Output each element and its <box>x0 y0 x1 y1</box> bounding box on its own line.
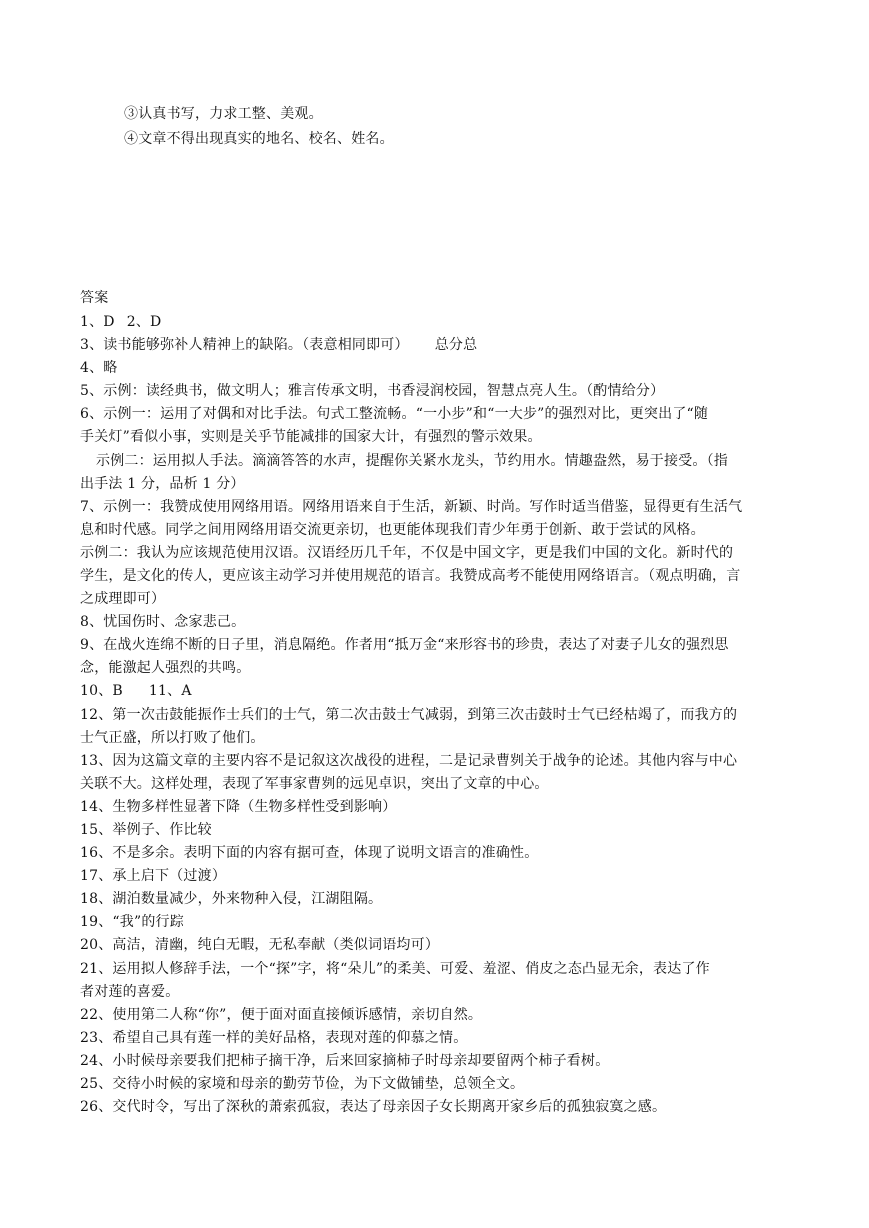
answer-12-line-1: 12、第一次击鼓能振作士兵们的士气，第二次击鼓士气减弱，到第三次击鼓时士气已经枯竭了，而我方的 <box>80 707 738 723</box>
answer-20: 20、高洁，清幽，纯白无暇，无私奉献（类似词语均可） <box>80 937 440 953</box>
answer-22: 22、使用第二人称“你”，便于面对面直接倾诉感情，亲切自然。 <box>80 1007 483 1023</box>
answer-3-note: 总分总 <box>434 337 478 353</box>
answer-26: 26、交代时令，写出了深秋的萧索孤寂，表达了母亲因子女长期离开家乡后的孤独寂寞之感。 <box>80 1099 667 1115</box>
answer-7-line-4: 学生，是文化的传人，更应该主动学习并使用规范的语言。我赞成高考不能使用网络语言。（观点明确，言 <box>80 568 741 584</box>
answer-12-line-2: 士气正盛，所以打败了他们。 <box>80 730 265 746</box>
answer-1-2 <box>80 312 161 332</box>
answer-25: 25、交待小时候的家境和母亲的勤劳节俭，为下文做铺垫，总领全文。 <box>80 1076 525 1092</box>
requirement-item-4: ④文章不得出现真实的地名、校名、姓名。 <box>124 131 394 147</box>
answer-15: 15、举例子、作比较 <box>80 822 212 838</box>
answer-16: 16、不是多余。表明下面的内容有据可查，体现了说明文语言的准确性。 <box>80 845 539 861</box>
answer-23: 23、希望自己具有莲一样的美好品格，表现对莲的仰慕之情。 <box>80 1030 468 1046</box>
answer-10: 10、B <box>80 683 123 699</box>
answer-3 <box>80 335 477 355</box>
answer-24: 24、小时候母亲要我们把柿子摘干净，后来回家摘柿子时母亲却要留两个柿子看树。 <box>80 1053 610 1069</box>
answer-6-line-3: 示例二：运用拟人手法。滴滴答答的水声，提醒你关紧水龙头，节约用水。情趣盎然，易于接受。（指 <box>96 453 728 469</box>
answer-3-text: 3、读书能够弥补人精神上的缺陷。（表意相同即可） <box>80 337 409 353</box>
answer-8: 8、忧国伤时、念家悲己。 <box>80 614 246 630</box>
answer-7-line-1: 7、示例一：我赞成使用网络用语。网络用语来自于生活，新颖、时尚。写作时适当借鉴，显得更有生活气 <box>80 499 743 515</box>
answer-1: 1、D <box>80 314 115 330</box>
answer-7-line-2: 息和时代感。同学之间用网络用语交流更亲切，也更能体现我们青少年勇于创新、敢于尝试的风格。 <box>80 522 705 538</box>
answer-13-line-2: 关联不大。这样处理，表现了军事家曹刿的远见卓识，突出了文章的中心。 <box>80 776 549 792</box>
answer-9-line-1: 9、在战火连绵不断的日子里，消息隔绝。作者用“抵万金“来形容书的珍贵，表达了对妻子儿女的强烈思 <box>80 637 729 653</box>
answer-7-line-3: 示例二：我认为应该规范使用汉语。汉语经历几千年，不仅是中国文字，更是我们中国的文化。新时代的 <box>80 545 734 561</box>
answer-13-line-1: 13、因为这篇文章的主要内容不是记叙这次战役的进程，二是记录曹刿关于战争的论述。其他内容与中心 <box>80 753 738 769</box>
answer-6-line-4: 出手法 1 分，品析 1 分） <box>80 476 245 492</box>
answer-18: 18、湖泊数量减少，外来物种入侵，江湖阻隔。 <box>80 891 383 907</box>
answer-9-line-2: 念，能激起人强烈的共鸣。 <box>80 660 251 676</box>
answer-19: 19、“我”的行踪 <box>80 914 184 930</box>
answer-2: 2、D <box>126 314 162 330</box>
requirement-item-3: ③认真书写，力求工整、美观。 <box>124 106 323 122</box>
answer-6-line-2: 手关灯”看似小事，实则是关乎节能减排的国家大计，有强烈的警示效果。 <box>80 429 542 445</box>
answer-21-line-1: 21、运用拟人修辞手法，一个“探”字，将“朵儿”的柔美、可爱、羞涩、俏皮之态凸显无余，表达了作 <box>80 961 710 977</box>
answer-5: 5、示例：读经典书，做文明人；雅言传承文明，书香浸润校园，智慧点亮人生。（酌情给分） <box>80 383 665 399</box>
answer-14: 14、生物多样性显著下降（生物多样性受到影响） <box>80 799 397 815</box>
answer-21-line-2: 者对莲的喜爱。 <box>80 984 180 1000</box>
answer-11: 11、A <box>148 683 192 699</box>
answer-4: 4、略 <box>80 360 118 376</box>
answer-7-line-5: 之成理即可） <box>80 591 166 607</box>
answer-6-line-1: 6、示例一：运用了对偶和对比手法。句式工整流畅。“一小步”和“一大步”的强烈对比，更突出了“随 <box>80 406 709 422</box>
answer-17: 17、承上启下（过渡） <box>80 868 227 884</box>
answer-10-11 <box>80 681 192 701</box>
answers-heading: 答案 <box>80 290 109 306</box>
